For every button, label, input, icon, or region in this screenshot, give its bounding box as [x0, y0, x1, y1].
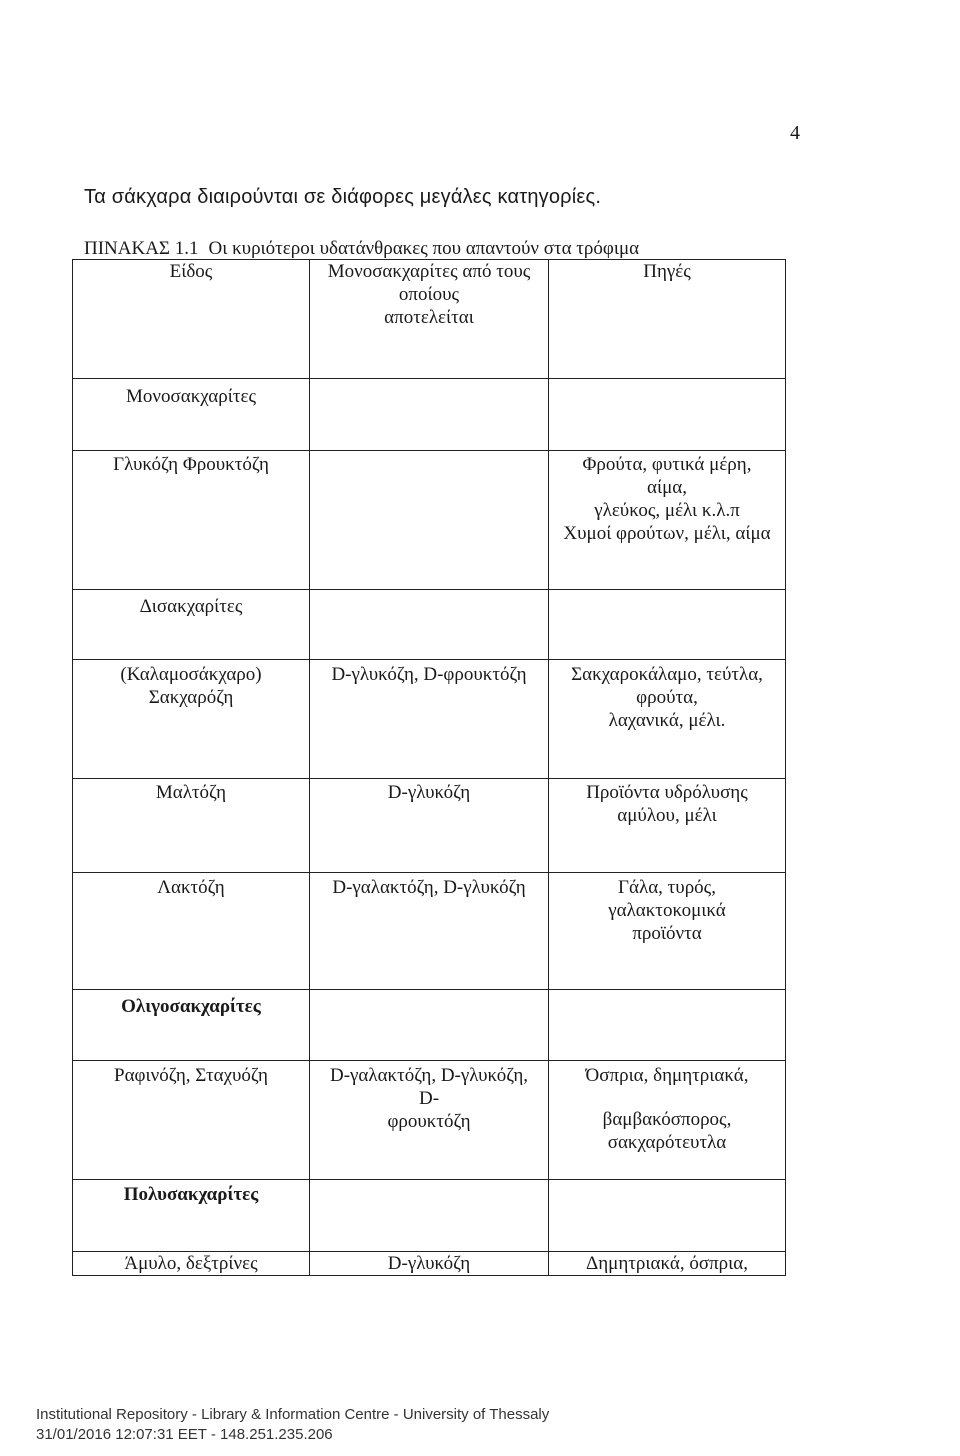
- category-row-oligo: [73, 990, 786, 1061]
- sources-line: Σακχαροκάλαμο, τεύτλα,: [571, 664, 763, 685]
- cell-mono: D-γαλακτόζη, D-γλυκόζη: [310, 873, 549, 990]
- category-label: Δισακχαρίτες: [139, 596, 243, 617]
- header-kind: Είδος: [73, 260, 310, 379]
- category-row-di: [73, 590, 786, 660]
- empty-cell: [310, 990, 549, 1061]
- mono-line: D-: [418, 1088, 440, 1109]
- page-number: 4: [790, 122, 800, 144]
- sources-line: Όσπρια, δημητριακά,: [585, 1065, 749, 1086]
- mono-line: D-γαλακτόζη, D-γλυκόζη,: [329, 1065, 529, 1086]
- mono-line: φρουκτόζη: [387, 1111, 471, 1132]
- table-header-row: [73, 260, 786, 379]
- table-row: [73, 1252, 786, 1276]
- category-row-mono: [73, 379, 786, 451]
- empty-cell: [310, 590, 549, 660]
- cell-sources: Δημητριακά, όσπρια,: [549, 1252, 786, 1276]
- cell-mono: D-γλυκόζη, D-φρουκτόζη: [310, 660, 549, 779]
- empty-cell: [310, 379, 549, 451]
- cell-kind: [73, 660, 310, 779]
- category-row-poly: [73, 1180, 786, 1252]
- category-oligo: [73, 990, 310, 1061]
- cell-kind: Λακτόζη: [73, 873, 310, 990]
- category-mono: [73, 379, 310, 451]
- cell-mono: D-γλυκόζη: [310, 1252, 549, 1276]
- sources-line: Προϊόντα υδρόλυσης: [586, 782, 748, 803]
- sources-line: λαχανικά, μέλι.: [608, 710, 726, 731]
- header-mono-line: Μονοσακχαρίτες από τους: [327, 261, 531, 282]
- sources-line: Φρούτα, φυτικά μέρη,: [582, 454, 752, 475]
- cell-sources: [549, 779, 786, 873]
- sources-line: Χυμοί φρούτων, μέλι, αίμα: [563, 523, 771, 544]
- cell-kind: Γλυκόζη Φρουκτόζη: [73, 451, 310, 590]
- cell-kind: Μαλτόζη: [73, 779, 310, 873]
- kind-line: (Καλαμοσάκχαρο): [120, 664, 262, 685]
- header-mono-line: αποτελείται: [384, 307, 474, 328]
- empty-cell: [549, 990, 786, 1061]
- empty-cell: [549, 590, 786, 660]
- empty-cell: [549, 379, 786, 451]
- sources-line: σακχαρότευτλα: [607, 1132, 727, 1153]
- sources-line: γλεύκος, μέλι κ.λ.π: [594, 500, 740, 521]
- header-sources: Πηγές: [549, 260, 786, 379]
- carbohydrates-table: [72, 259, 786, 1276]
- table-row: [73, 873, 786, 990]
- sources-line: προϊόντα: [632, 923, 702, 944]
- cell-kind: Άμυλο, δεξτρίνες: [73, 1252, 310, 1276]
- cell-mono: D-γλυκόζη: [310, 779, 549, 873]
- category-label: Πολυσακχαρίτες: [123, 1184, 259, 1205]
- table-row: [73, 1061, 786, 1180]
- sources-line: αίμα,: [647, 477, 687, 498]
- sources-line: βαμβακόσπορος,: [602, 1109, 732, 1130]
- cell-kind: Ραφινόζη, Σταχυόζη: [73, 1061, 310, 1180]
- empty-cell: [310, 1180, 549, 1252]
- category-di: [73, 590, 310, 660]
- header-monosaccharides: [310, 260, 549, 379]
- table-row: [73, 451, 786, 590]
- header-mono-line: οποίους: [398, 284, 460, 305]
- cell-mono: [310, 1061, 549, 1180]
- repository-footer: Institutional Repository - Library & Information Centre - University of Thessaly: [36, 1406, 550, 1423]
- kind-line: Σακχαρόζη: [148, 687, 234, 708]
- table-label: ΠΙΝΑΚΑΣ 1.1: [84, 238, 199, 259]
- cell-sources: [549, 660, 786, 779]
- cell-sources: [549, 1061, 786, 1180]
- category-label: Μονοσακχαρίτες: [126, 386, 256, 407]
- section-heading: Τα σάκχαρα διαιρούνται σε διάφορες μεγάλες κατηγορίες.: [84, 186, 602, 208]
- category-poly: [73, 1180, 310, 1252]
- sources-line: [553, 1087, 781, 1108]
- table-title: Οι κυριότεροι υδατάνθρακες που απαντούν στα τρόφιμα: [208, 238, 640, 259]
- empty-cell: [549, 1180, 786, 1252]
- timestamp-footer: 31/01/2016 12:07:31 EET - 148.251.235.206: [36, 1426, 333, 1443]
- sources-line: φρούτα,: [636, 687, 698, 708]
- table-row: [73, 660, 786, 779]
- sources-line: γαλακτοκομικά: [608, 900, 726, 921]
- table-row: [73, 779, 786, 873]
- sources-line: αμύλου, μέλι: [617, 805, 717, 826]
- cell-sources: [549, 451, 786, 590]
- category-label: Ολιγοσακχαρίτες: [121, 996, 261, 1017]
- sources-line: Γάλα, τυρός,: [618, 877, 716, 898]
- cell-sources: [549, 873, 786, 990]
- cell-mono: [310, 451, 549, 590]
- table-caption: [84, 238, 639, 260]
